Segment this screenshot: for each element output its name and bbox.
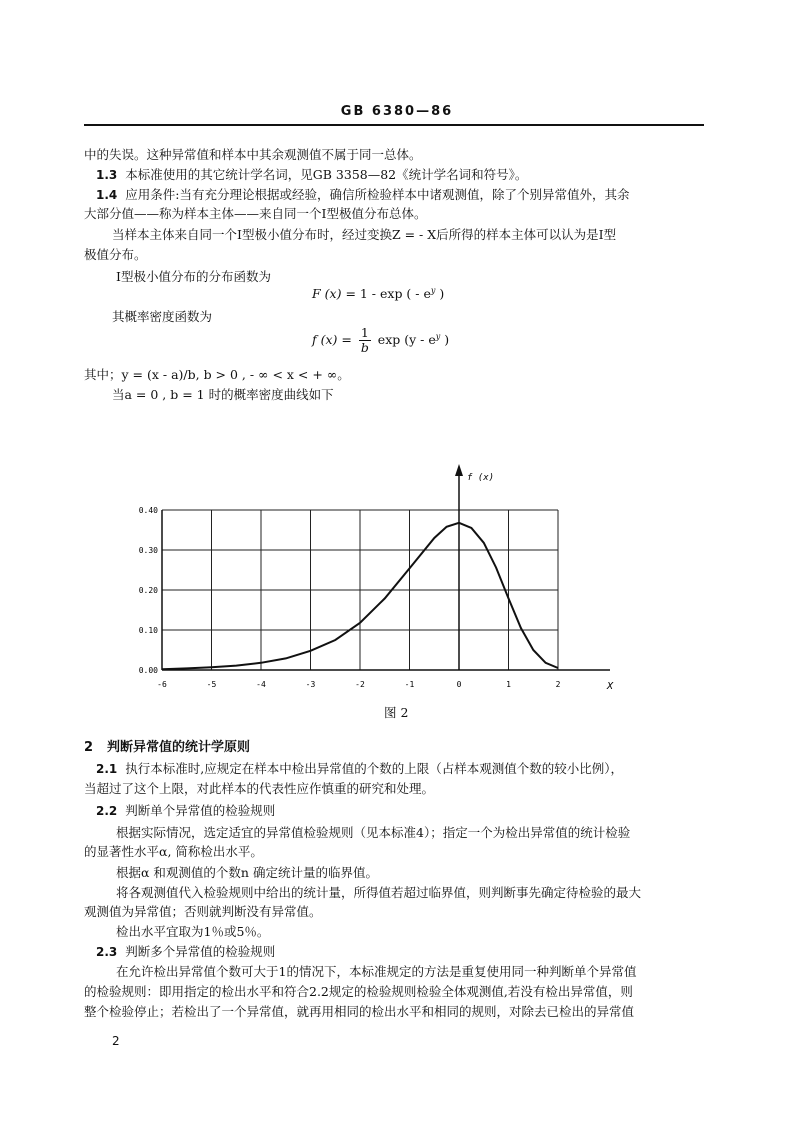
y-tick-label: 0.30 xyxy=(138,546,158,555)
density-chart xyxy=(0,460,794,710)
x-tick-label: -6 xyxy=(157,680,167,689)
transform-paragraph-line2: 极值分布。 xyxy=(84,247,147,262)
pdf-exponent: y xyxy=(435,331,441,341)
clause-number: 2.3 xyxy=(96,945,118,959)
clause-2-2-p2: 根据α 和观测值的个数n 确定统计量的临界值。 xyxy=(116,865,378,880)
clause-text: 本标准使用的其它统计学名词，见GB 3358—82《统计学名词和符号》。 xyxy=(125,167,528,182)
y-tick-label: 0.40 xyxy=(138,506,158,515)
page-header: GB 6380—86 xyxy=(340,104,454,119)
clause-title: 判断多个异常值的检验规则 xyxy=(125,944,276,959)
x-tick-label: 1 xyxy=(506,680,511,689)
pdf-equals: = xyxy=(341,332,352,347)
chart-axes xyxy=(162,464,610,670)
x-tick-label: -2 xyxy=(355,680,365,689)
header-rule xyxy=(84,124,704,126)
clause-2-2-p3: 将各观测值代入检验规则中给出的统计量，所得值若超过临界值，则判断事先确定待检验的最大 xyxy=(116,885,642,900)
figure-caption: 图 2 xyxy=(384,705,409,720)
clause-2-2-title xyxy=(96,802,275,820)
clause-number: 1.3 xyxy=(96,168,118,182)
cdf-lhs: F (x) xyxy=(312,286,342,302)
y-axis-arrow xyxy=(455,464,463,476)
cdf-intro: Ⅰ型极小值分布的分布函数为 xyxy=(116,269,271,284)
clause-1-3 xyxy=(96,166,527,184)
clause-title: 判断单个异常值的检验规则 xyxy=(125,803,276,818)
x-tick-label: -5 xyxy=(206,680,217,689)
x-axis-label: X xyxy=(607,681,614,692)
cdf-formula xyxy=(312,286,444,301)
clause-1-4-line2: 大部分值——称为样本主体——来自同一个Ⅰ型极值分布总体。 xyxy=(84,206,427,221)
clause-2-2-p1: 根据实际情况，选定适宜的异常值检验规则（见本标准4）；指定一个为检出异常值的统计检验 xyxy=(116,825,631,840)
y-axis-label: f (x) xyxy=(467,473,495,483)
clause-2-2-p3-line2: 观测值为异常值；否则就判断没有异常值。 xyxy=(84,904,322,919)
y-tick-label: 0.20 xyxy=(138,586,158,595)
pdf-formula xyxy=(312,326,449,355)
section-number: 2 xyxy=(84,740,94,755)
pdf-numerator: 1 xyxy=(360,325,369,340)
clause-2-2-p4: 检出水平宜取为1％或5％。 xyxy=(116,924,270,939)
clause-text: 执行本标准时,应规定在样本中检出异常值的个数的上限（占样本观测值个数的较小比例）， xyxy=(125,761,623,776)
x-tick-label: 0 xyxy=(456,680,462,689)
chart-ticks xyxy=(139,506,561,689)
curve-intro: 当a = 0 , b = 1 时的概率密度曲线如下 xyxy=(112,387,334,402)
clause-2-1-line2: 当超过了这个上限，对此样本的代表性应作慎重的研究和处理。 xyxy=(84,781,435,796)
clause-text: 应用条件:当有充分理论根据或经验，确信所检验样本中诸观测值，除了个别异常值外，其余 xyxy=(125,187,630,202)
clause-number: 2.2 xyxy=(96,804,118,818)
cdf-rhs: = 1 - exp ( - e xyxy=(345,286,431,302)
cdf-close: ) xyxy=(435,286,445,302)
section-2-heading xyxy=(84,736,250,755)
clause-number: 1.4 xyxy=(96,188,118,202)
clause-number: 2.1 xyxy=(96,762,118,776)
pdf-close: ) xyxy=(440,332,450,347)
clause-1-4 xyxy=(96,186,629,204)
where-line: 其中；y = (x - a)/b, b > 0 , - ∞ < x < + ∞。 xyxy=(84,367,350,382)
pdf-rhs: exp (y - e xyxy=(377,332,436,347)
continuation-line: 中的失误。这种异常值和样本中其余观测值不属于同一总体。 xyxy=(84,147,422,162)
y-tick-label: 0.00 xyxy=(138,666,158,675)
clause-2-3-title xyxy=(96,943,275,961)
cdf-exponent: y xyxy=(430,286,436,295)
clause-2-3-line1: 在允许检出异常值个数可大于1的情况下，本标准规定的方法是重复使用同一种判断单个异常值 xyxy=(116,964,637,979)
x-tick-label: -4 xyxy=(256,680,266,689)
clause-2-1 xyxy=(96,760,623,778)
x-tick-label: -3 xyxy=(305,680,316,689)
page-number: 2 xyxy=(112,1034,120,1048)
clause-2-2-p1-line2: 的显著性水平α, 简称检出水平。 xyxy=(84,844,263,859)
section-title: 判断异常值的统计学原则 xyxy=(107,740,251,755)
chart-grid xyxy=(162,510,558,670)
y-tick-label: 0.10 xyxy=(138,626,158,635)
pdf-intro: 其概率密度函数为 xyxy=(112,309,213,324)
x-tick-label: -1 xyxy=(404,680,415,689)
clause-2-3-line3: 整个检验停止；若检出了一个异常值，就再用相同的检出水平和相同的规则，对除去已检出的异常值 xyxy=(84,1004,635,1019)
pdf-fraction xyxy=(359,326,371,355)
pdf-denominator: b xyxy=(360,340,369,355)
clause-2-3-line2: 的检验规则：即用指定的检出水平和符合2.2规定的检验规则检验全体观测值,若没有检出异常值，则 xyxy=(84,984,633,999)
x-tick-label: 2 xyxy=(555,680,561,689)
pdf-lhs: f (x) xyxy=(312,332,338,347)
transform-paragraph: 当样本主体来自同一个Ⅰ型极小值分布时，经过变换Z = - X后所得的样本主体可以认为是Ⅰ型 xyxy=(112,227,617,242)
